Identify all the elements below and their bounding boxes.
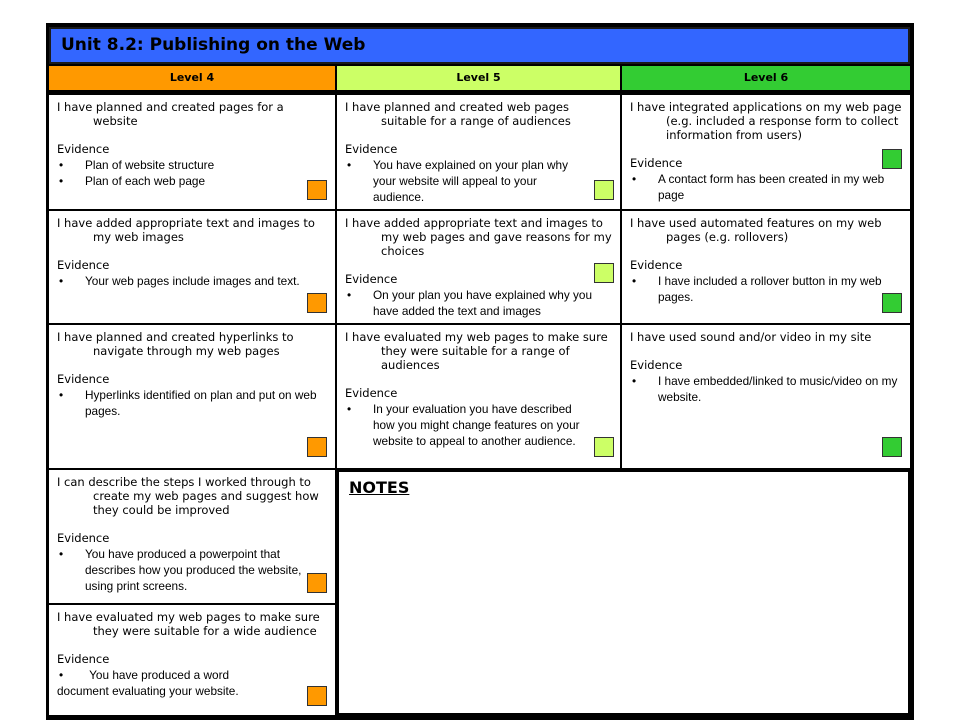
evidence-item: • In your evaluation you have described how you might change features on your website to appeal to another audience. [347, 402, 580, 448]
level-5-checkbox[interactable] [594, 263, 614, 283]
level-6-checkbox[interactable] [882, 437, 902, 457]
criterion-statement: I have integrated applications on my web page (e.g. included a response form to collect information from users) [630, 100, 902, 142]
notes-heading: NOTES [349, 478, 410, 497]
page-title: Unit 8.2: Publishing on the Web [61, 35, 366, 55]
evidence-list [630, 273, 902, 305]
evidence-list [57, 157, 327, 189]
evidence-list [57, 667, 327, 699]
evidence-item: • Your web pages include images and text. [59, 274, 300, 288]
evidence-label: Evidence [630, 358, 683, 372]
evidence-list [57, 387, 327, 419]
evidence-label: Evidence [345, 386, 398, 400]
evidence-item: • You have produced a word document evaluating your website. [57, 668, 239, 698]
title-bar [49, 27, 910, 64]
level-6-checkbox[interactable] [882, 293, 902, 313]
level-5-header: Level 5 [337, 66, 620, 93]
criterion-statement: I have used automated features on my web pages (e.g. rollovers) [630, 216, 882, 244]
cell-level4-row5 [49, 605, 335, 715]
level-4-checkbox[interactable] [307, 293, 327, 313]
criterion-statement: I can describe the steps I worked through to create my web pages and suggest how they could be improved [57, 475, 319, 517]
evidence-item: • On your plan you have explained why you have added the text and images [347, 288, 593, 318]
evidence-item: • I have embedded/linked to music/video on my website. [632, 374, 898, 404]
evidence-item: • Plan of website structure [59, 158, 215, 172]
evidence-list [57, 273, 327, 289]
criterion-statement: I have planned and created pages for a website [57, 100, 284, 128]
criterion-statement: I have added appropriate text and images to my web images [57, 216, 315, 244]
criterion-statement: I have planned and created web pages suitable for a range of audiences [345, 100, 571, 128]
evidence-label: Evidence [57, 531, 110, 545]
evidence-label: Evidence [345, 142, 398, 156]
criterion-statement: I have evaluated my web pages to make sure they were suitable for a range of audiences [345, 330, 608, 372]
evidence-label: Evidence [345, 272, 398, 286]
cell-level6-row1 [622, 95, 910, 209]
evidence-item: • A contact form has been created in my web page [632, 172, 885, 202]
evidence-label: Evidence [57, 372, 110, 386]
evidence-list [57, 546, 327, 594]
evidence-list [345, 157, 612, 205]
criterion-statement: I have used sound and/or video in my site [630, 330, 872, 344]
evidence-list [630, 373, 902, 405]
level-4-checkbox[interactable] [307, 573, 327, 593]
level-4-checkbox[interactable] [307, 180, 327, 200]
evidence-item: • You have produced a powerpoint that describes how you produced the website, using print screens. [59, 547, 302, 593]
cell-level5-row3 [337, 325, 620, 468]
cell-level6-row3 [622, 325, 910, 468]
cell-level4-row1 [49, 95, 335, 209]
evidence-list [630, 171, 902, 203]
level-4-checkbox[interactable] [307, 437, 327, 457]
level-5-checkbox[interactable] [594, 437, 614, 457]
evidence-label: Evidence [57, 258, 110, 272]
criterion-statement: I have evaluated my web pages to make sure they were suitable for a wide audience [57, 610, 320, 638]
criterion-statement: I have planned and created hyperlinks to navigate through my web pages [57, 330, 294, 358]
level-6-checkbox[interactable] [882, 149, 902, 169]
evidence-item: • Hyperlinks identified on plan and put on web pages. [59, 388, 317, 418]
cell-level5-row1 [337, 95, 620, 209]
evidence-list [345, 287, 612, 319]
level-4-checkbox[interactable] [307, 686, 327, 706]
evidence-label: Evidence [57, 142, 110, 156]
evidence-item: • I have included a rollover button in my web pages. [632, 274, 882, 304]
evidence-label: Evidence [630, 156, 683, 170]
level-4-header: Level 4 [49, 66, 335, 93]
notes-area[interactable] [337, 470, 910, 715]
cell-level4-row2 [49, 211, 335, 323]
criterion-statement: I have added appropriate text and images to my web pages and gave reasons for my choices [345, 216, 612, 258]
level-6-header: Level 6 [622, 66, 910, 93]
cell-level4-row3 [49, 325, 335, 468]
level-5-checkbox[interactable] [594, 180, 614, 200]
cell-level4-row4 [49, 470, 335, 603]
evidence-label: Evidence [57, 652, 110, 666]
evidence-item: • You have explained on your plan why your website will appeal to your audience. [347, 158, 569, 204]
cell-level6-row2 [622, 211, 910, 323]
evidence-label: Evidence [630, 258, 683, 272]
cell-level5-row2 [337, 211, 620, 323]
evidence-list [345, 401, 612, 449]
evidence-item: • Plan of each web page [59, 174, 206, 188]
